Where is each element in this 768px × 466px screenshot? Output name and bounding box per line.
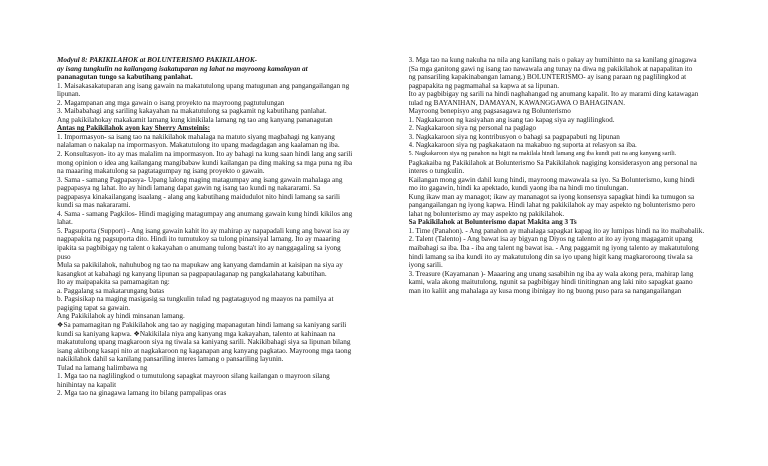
left-column-line: pagpapasya kinakailangang isaalang - alang ang kabutihang maidudulot nito hindi lamang sa sarili [57,192,341,201]
left-column-line: 5. Pagsuporta (Support) - Ang isang gawain kahit ito ay mahirap ay napapadali kung ang bawat isa ay [57,226,350,235]
right-column-line: maibahagi sa iba. Iba - iba ang talent ng bawat isa. - Ang paggamit ng iyong talento ay makatutulong [408,244,699,253]
left-column-line: kundi sa kaniyang kapwa. ❖Nakikilala niya ang kanyang mga kakayahan, talento at kahinaan na [57,329,336,338]
left-column-line: pagpapasya ng lahat. Ito ay hindi lamang dapat gawin ng isang tao kundi ng nakararami. Sa [57,184,321,193]
left-column-line: 1. Maisakasakatuparan ang isang gawain na makatutulong upang matugunan ang pangangailangan ng [57,81,350,90]
left-column-line: a. Paggalang sa makatarungang batas [57,286,165,295]
left-column-line: 1. Impormasyon- sa isang tao na nakikilahok mahalaga na matuto siyang magbahagi ng kanyang [57,132,335,141]
left-column-line: Ito ay maipapakita sa pamamagitan ng: [57,278,170,287]
left-column-line: 3. Maibabahagi ang sariling kakayahan na makatutulong sa pagkamit ng kabutihang panlahat. [57,107,327,116]
right-column-line: (Sa mga ganitong gawi ng isang tao nawawala ang tunay na diwa ng pakikilahok at napapalitan ito [408,64,693,73]
left-column-line: puso [57,252,71,261]
left-column-line: kundi sa mas nakararami. [57,201,131,210]
left-column-line: lipunan. [57,90,81,99]
right-column-line: kami, wala akong maitutulong, ngunit sa pagbibigay hindi tinitingnan ang laki nito sapagkat gaano [408,278,693,287]
left-column-line: isang aktibong kasapi nito at nagkakaroon ng kaganapan ang kanyang pagkatao. Mayroong mga taong [57,346,352,355]
left-column-line: pagiging tapat sa gawain. [57,303,131,312]
left-column-line: 2. Magampanan ang mga gawain o isang proyekto na mayroong pagtutulungan [57,98,285,107]
right-column-line: 4. Nagkakaroon siya ng pagkakataon na makabuo ng suporta at relasyon sa iba. [408,141,637,150]
left-column-line: b. Pagsisikap na maging masigasig sa tungkulin tulad ng pagtataguyod ng maayos na pamilya at [57,295,334,304]
left-column-line: ipakita sa pagbibigay ng talent o kakayahan o anumang tulong basta't ito ay nanggagaling sa iyong [57,244,341,253]
right-column [409,56,755,466]
right-column-line: Mayroong benepisyo ang pagsasagawa ng Bolunterismo [408,107,571,116]
left-column-line: 1. Mga tao na naglilingkod o tumutulong sapagkat mayroon silang kailangan o mayroon silang [57,372,330,381]
left-column-line: Ang Pakikilahok ay hindi minsanan lamang. [57,312,185,321]
left-column [57,56,395,466]
right-column-line: pangangailangan ng iyong kapwa. Hindi lahat ng pakikilahok ay may aspekto ng bolunterismo pero [408,201,696,210]
right-column-line: 1. Nagkakaroon ng kasiyahan ang isang tao kapag siya ay naglilingkod. [408,115,615,124]
left-column-line: pananagutan tungo sa kabutihang panlahat. [57,73,193,82]
left-column-line: 4. Sama - samang Pagkilos- Hindi magiging matagumpay ang anumang gawain kung hindi kikilos ang [57,209,353,218]
right-column-line: 2. Talent (Talento) - Ang bawat isa ay bigyan ng Diyos ng talento at ito ay iyong magagamit upang [408,235,693,244]
left-column-line: ay isang tungkulin na kailangang isakatuparan ng lahat na mayroong kamalayan at [57,64,308,73]
right-column-line: man ito kaliit ang mahalaga ay kusa mong ibinigay ito ng buong puso para sa nangangailangan [408,286,682,295]
right-column-line: pagpapakita ng pagmamahal sa kapwa at sa lipunan. [408,81,559,90]
right-column-line: 3. Nagkakaroon siya ng kontribusyon o bahagi sa pagpapabuti ng lipunan [408,132,620,141]
right-column-line: tulad ng BAYANIHAN, DAMAYAN, KAWANGGAWA O BAHAGINAN. [408,98,626,107]
left-column-line: 2. Mga tao na ginagawa lamang ito bilang pampalipas oras [57,389,227,398]
left-column-line: Tulad na lamang halimbawa ng [57,363,148,372]
right-column-line: lahat ng bolunterismo ay may aspekto ng pakikilahok. [408,209,565,218]
left-column-line: makatutulong upang magkaroon siya ng tiwala sa kaniyang sarili. Nakikibahagi siya sa lipunan bilang [57,338,351,347]
right-column-line: 1. Time (Panahon). - Ang panahon ay mahalaga sapagkat kapag ito ay lumipas hindi na ito maibabalik. [408,226,705,235]
left-column-line: mong opinion o idea ang kailangang mangibabaw kundi kailangan pa ding making sa mga puna ng iba [57,158,353,167]
left-column-line: lahat. [57,218,73,227]
left-column-line: nalalaman o nakalap na impormasyon. Makatutulong ito upang madagdagan ang kaalaman ng iba. [57,141,340,150]
right-column-line: Kailangan mong gawin dahil kung hindi, mayroong mawawala sa iyo. Sa Bolunterismo, kung hindi [408,175,695,184]
right-column-line: 2. Nagkakaroon siya ng personal na paglago [408,124,537,133]
right-column-line: Pagkakaiba ng Pakikilahok at Bolunterismo Sa Pakikilahok nagiging konsiderasyon ang personal na [408,158,697,167]
left-column-line: na maaaring makatulong sa pagtatagumpay ng isang proyekto o gawain. [57,167,265,176]
right-column-line: 5. Nagkakaroon siya ng panahon na higit na makilala hindi lamang ang iba kundi pati na ang kanyang sarili. [408,150,677,158]
left-column-line: ❖Sa pamamagitan ng Pakikilahok ang tao ay nagiging mapanagutan hindi lamang sa kaniyang sarili [57,320,347,329]
right-column-line: interes o tungkulin. [408,167,465,176]
left-column-line: Mula sa pakikilahok, nahuhubog ng tao na mapukaw ang kanyang damdamin at kaisipan na siya ay [57,261,343,270]
left-column-line: Antas ng Pakikilahok ayon kay Sherry Amsteinis: [57,124,210,133]
right-column-line: iyong sarili. [408,261,443,270]
left-column-line: nagpapakita ng pagsuporta dito. Hindi ito tumutukoy sa tulong pinansiyal lamang. Ito ay maaaring [57,235,341,244]
right-column-line: 3. Mga tao na kung nakuha na nila ang kanilang nais o pakay ay humihinto na sa kanilang ginagawa [408,56,697,64]
right-column-line: ng pansariling kapakinabangan lamang.) BOLUNTERISMO- ay isang paraan ng paglilingkod at [408,73,687,82]
left-column-line: Ang pakikilahokay makakamit lamang kung kinikilala lamang ng tao ang kanyang pananagutan [57,115,333,124]
right-column-line: Sa Pakikilahok at Bolunterismo dapat Makita ang 3 Ts [408,218,577,227]
right-column-line: Ito ay pagbibigay ng sarili na hindi naghahangad ng anumang kapalit. Ito ay marami ding katawagan [408,90,699,99]
left-column-line: Modyul 8: PAKIKILAHOK at BOLUNTERISMO PAKIKILAHOK- [57,56,258,64]
right-column-line: Kung ikaw man ay managot; ikaw ay mananagot sa iyong konsensya sapagkat hindi ka tumugon sa [408,192,695,201]
right-column-line: 3. Treasure (Kayamanan )- Maaaring ang unang sasabihin ng iba ay wala akong pera, mahirap lang [408,269,694,278]
left-column-line: hinihintay na kapalit [57,380,117,389]
left-column-line: nakikilahok dahil sa kanilang pansariling interes lamang o pansariling layunin. [57,355,284,364]
left-column-line: 2. Konsultasyon- ito ay mas malalim na impormasyon. Ito ay bahagi na kung saan hindi lang ang sarili [57,150,353,159]
right-column-line: hindi lamang sa iba kundi ito ay makatutulong din sa iyo upang higit kang magkaroroong tiwala sa [408,252,693,261]
left-column-line: kasangkot at kabahagi ng kanyang lipunan sa pagpapaulaganap ng pangkalahatang kabutihan. [57,269,327,278]
right-column-line: mo ito gagawin, hindi ka apektado, kundi yaong iba na hindi mo tinulungan. [408,184,629,193]
left-column-line: 3. Sama - samang Pagpapasya- Upang lalong maging matagumpay ang isang gawain mahalaga ang [57,175,343,184]
